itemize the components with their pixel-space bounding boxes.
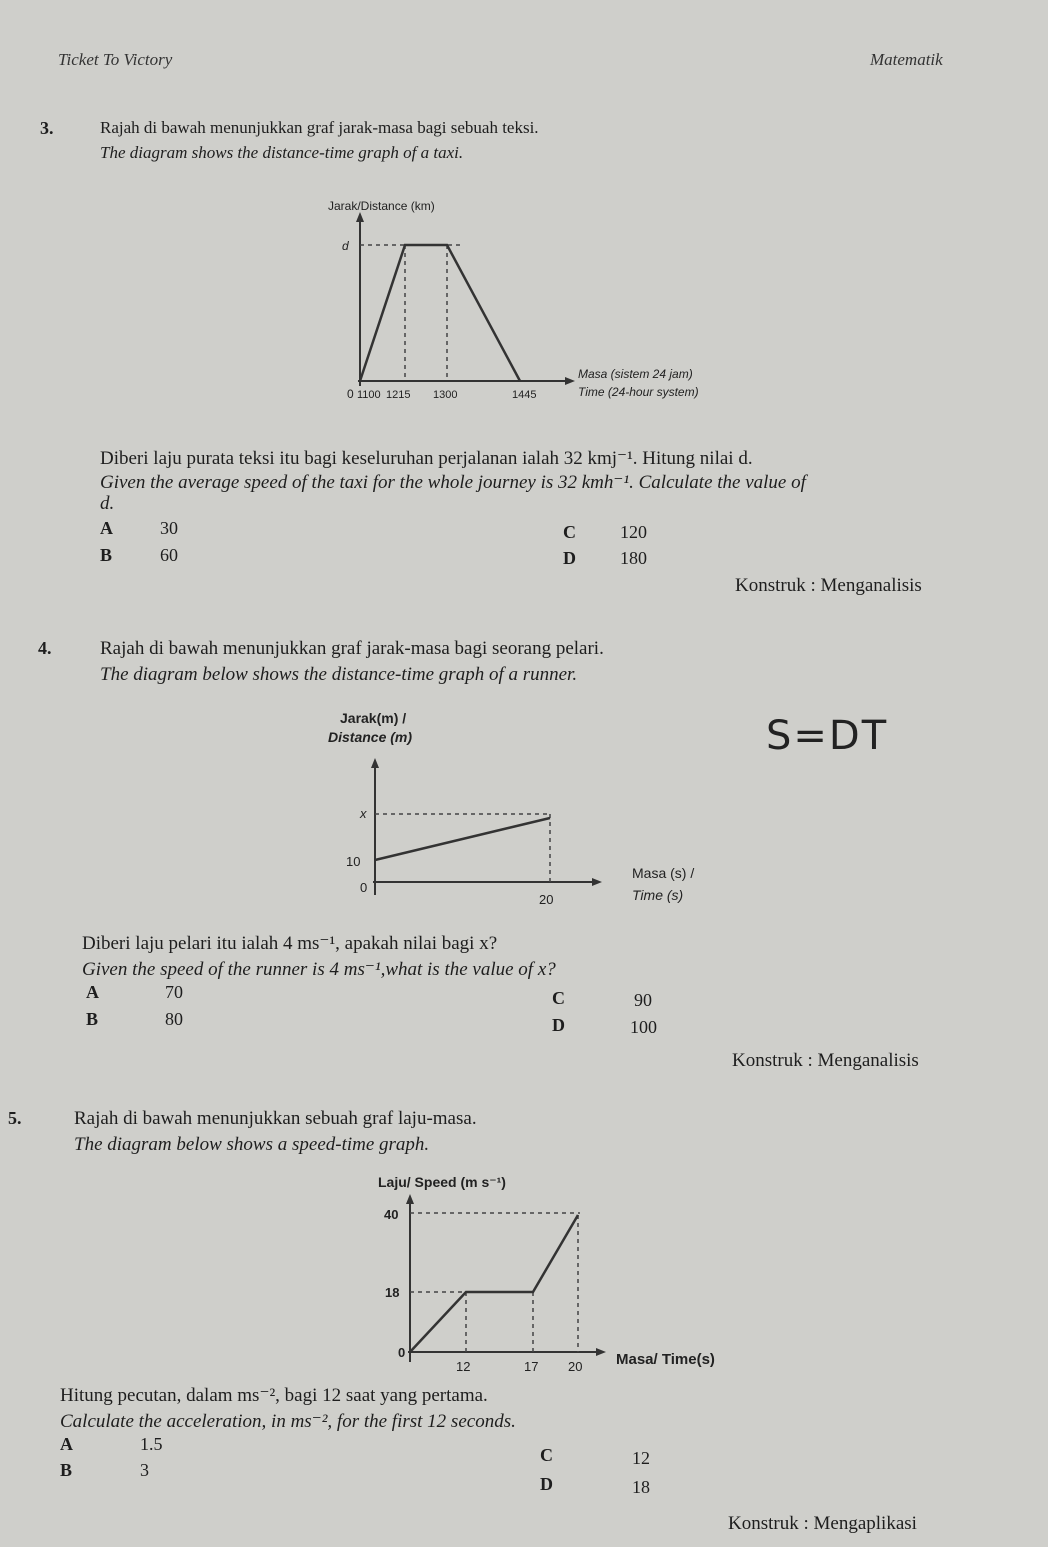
q3-tick-1100: 1100 (357, 389, 381, 401)
q4-option-a-letter: A (86, 982, 99, 1002)
q3-option-c-value: 120 (620, 522, 647, 542)
q3-option-d-letter: D (563, 548, 576, 568)
q5-option-c-value: 12 (632, 1448, 650, 1468)
q4-option-d-value: 100 (630, 1017, 657, 1037)
q3-text-en-2: d. (100, 493, 115, 514)
q5-xlabel: Masa/ Time(s) (616, 1351, 715, 1368)
q5-option-c-letter: C (540, 1445, 553, 1465)
q5-y-arrow (406, 1194, 414, 1204)
q5-axes (408, 1200, 598, 1362)
q4-option-b-letter: B (86, 1009, 99, 1029)
q5-option-a-value: 1.5 (140, 1434, 163, 1454)
q3-text-ms: Diberi laju purata teksi itu bagi keseluruhan perjalanan ialah 32 kmj⁻¹. Hitung nilai d. (100, 448, 753, 469)
q3-intro-en: The diagram shows the distance-time graph of a taxi. (100, 143, 464, 162)
q5-konstruk: Konstruk : Mengaplikasi (728, 1513, 917, 1534)
q5-intro-ms: Rajah di bawah menunjukkan sebuah graf laju-masa. (74, 1108, 477, 1129)
q4-ylabel-en: Distance (m) (328, 729, 413, 745)
q4-intro-ms: Rajah di bawah menunjukkan graf jarak-masa bagi seorang pelari. (100, 638, 604, 659)
q5-text-ms: Hitung pecutan, dalam ms⁻², bagi 12 saat yang pertama. (60, 1385, 488, 1406)
q4-text-ms: Diberi laju pelari itu ialah 4 ms⁻¹, apakah nilai bagi x? (82, 933, 498, 954)
q5-graph-line (410, 1215, 578, 1352)
q5-number: 5. (8, 1108, 22, 1128)
q5-option-d-value: 18 (632, 1477, 650, 1497)
q3-option-b-value: 60 (160, 545, 178, 565)
q4-origin: 0 (360, 880, 368, 895)
q4-y-10: 10 (346, 854, 361, 869)
q3-tick-1445: 1445 (512, 389, 537, 401)
q3-xlabel-ms: Masa (sistem 24 jam) (578, 367, 693, 381)
q5-text-en: Calculate the acceleration, in ms⁻², for the first 12 seconds. (60, 1411, 516, 1432)
q4-text-en: Given the speed of the runner is 4 ms⁻¹,what is the value of x? (82, 959, 556, 980)
q4-y-x: x (360, 806, 367, 821)
q3-number: 3. (40, 118, 54, 138)
q5-x-17: 17 (524, 1359, 539, 1374)
q3-option-d-value: 180 (620, 548, 647, 568)
q4-option-c-value: 90 (634, 990, 652, 1010)
q4-intro-en: The diagram below shows the distance-time graph of a runner. (100, 664, 578, 685)
q3-y-var: d (342, 239, 349, 253)
q4-xlabel-en: Time (s) (632, 887, 684, 903)
q3-option-a-value: 30 (160, 518, 178, 538)
header-right: Matematik (870, 50, 943, 69)
q4-xlabel-ms: Masa (s) / (632, 865, 695, 881)
q5-ylabel: Laju/ Speed (m s⁻¹) (378, 1174, 506, 1190)
q5-y-40: 40 (384, 1207, 399, 1222)
q4-x-20: 20 (539, 892, 554, 907)
q3-tick-1215: 1215 (386, 389, 411, 401)
q3-option-b-letter: B (100, 545, 113, 565)
q5-y-18: 18 (385, 1285, 400, 1300)
q3-xlabel-en: Time (24-hour system) (578, 385, 699, 399)
q5-dashed-guides (410, 1213, 580, 1352)
q4-option-b-value: 80 (165, 1009, 183, 1029)
q3-option-c-letter: C (563, 522, 576, 542)
q5-option-a-letter: A (60, 1434, 73, 1454)
q4-number: 4. (38, 638, 52, 658)
header-left: Ticket To Victory (58, 50, 173, 69)
q5-intro-en: The diagram below shows a speed-time graph. (74, 1134, 430, 1155)
q3-konstruk: Konstruk : Menganalisis (735, 575, 922, 596)
q3-option-a-letter: A (100, 518, 113, 538)
q3-ylabel: Jarak/Distance (km) (328, 199, 435, 213)
q5-origin: 0 (398, 1345, 406, 1360)
q3-origin: 0 (347, 387, 354, 401)
q4-handwriting: S=DT (766, 713, 889, 759)
q5-x-arrow (596, 1348, 606, 1356)
q5-x-20: 20 (568, 1359, 583, 1374)
q3-text-en-1: Given the average speed of the taxi for the whole journey is 32 kmh⁻¹. Calculate the value of (100, 472, 806, 493)
q5-option-b-value: 3 (140, 1460, 149, 1480)
q3-tick-1300: 1300 (433, 389, 458, 401)
q5-option-d-letter: D (540, 1474, 553, 1494)
q4-option-d-letter: D (552, 1015, 565, 1035)
q4-ylabel-ms: Jarak(m) / (340, 710, 407, 726)
q4-option-a-value: 70 (165, 982, 183, 1002)
q5-option-b-letter: B (60, 1460, 73, 1480)
q5-x-12: 12 (456, 1359, 471, 1374)
q3-intro-ms: Rajah di bawah menunjukkan graf jarak-masa bagi sebuah teksi. (100, 118, 539, 137)
q4-option-c-letter: C (552, 988, 565, 1008)
q4-konstruk: Konstruk : Menganalisis (732, 1050, 919, 1071)
